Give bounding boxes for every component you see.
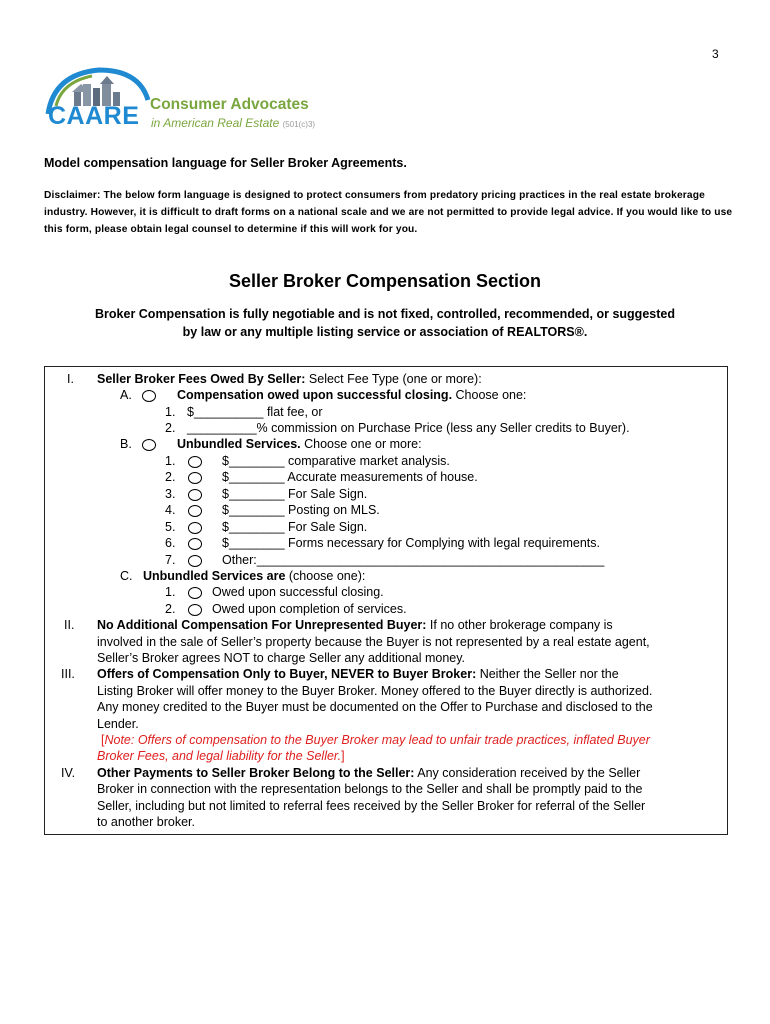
- option-c-item-1-radio[interactable]: [188, 587, 202, 599]
- option-b-item-2: $________ Accurate measurements of house.: [222, 470, 478, 484]
- option-b-item-7-radio[interactable]: [188, 555, 202, 567]
- section-i-title: Seller Broker Fees Owed By Seller:: [97, 372, 306, 386]
- option-b-item-4-radio[interactable]: [188, 505, 202, 517]
- option-b-item-1: $________ comparative market analysis.: [222, 454, 450, 468]
- section-ii-numeral: II.: [64, 618, 75, 632]
- option-a-item-1-num: 1.: [165, 405, 176, 419]
- option-a-letter: A.: [120, 388, 132, 402]
- option-b-item-4-num: 4.: [165, 503, 176, 517]
- option-b-item-6: $________ Forms necessary for Complying with legal requirements.: [222, 536, 600, 550]
- option-c-item-1-num: 1.: [165, 585, 176, 599]
- section-ii-line1: [97, 618, 613, 632]
- compensation-note: [40, 306, 730, 341]
- section-iii-line2: Listing Broker will offer money to the Buyer Broker. Money offered to the Buyer directly is authorized.: [97, 684, 653, 698]
- option-b-letter: B.: [120, 437, 132, 451]
- logo-subtitle-text: in American Real Estate: [151, 116, 280, 130]
- option-b-item-5-radio[interactable]: [188, 522, 202, 534]
- section-ii-title: No Additional Compensation For Unrepresented Buyer:: [97, 618, 427, 632]
- option-a-item-2: __________% commission on Purchase Price (less any Seller credits to Buyer).: [187, 421, 630, 435]
- section-iii-line1: [97, 667, 619, 681]
- option-b-item-3: $________ For Sale Sign.: [222, 487, 368, 501]
- option-b-item-3-num: 3.: [165, 487, 176, 501]
- section-iii-note-line1: [101, 733, 650, 747]
- note-text-2: Broker Fees, and legal liability for the Seller.: [97, 749, 342, 763]
- logo-subtitle: [151, 116, 315, 130]
- section-i-text: Select Fee Type (one or more):: [305, 372, 482, 386]
- option-b-item-6-radio[interactable]: [188, 538, 202, 550]
- section-title: Seller Broker Compensation Section: [228, 271, 542, 291]
- logo-status: (501(c)3): [282, 120, 316, 129]
- compensation-note-line2: by law or any multiple listing service or association of REALTORS®.: [182, 324, 588, 339]
- option-c-title: Unbundled Services are: [143, 569, 286, 583]
- option-c-item-2-num: 2.: [165, 602, 176, 616]
- option-b-item-5: $________ For Sale Sign.: [222, 520, 368, 534]
- note-text-1: Note: Offers of compensation to the Buyer Broker may lead to unfair trade practices, inflated Buyer: [104, 733, 650, 747]
- option-b-item-7: Other:__________________________________________________: [222, 553, 605, 567]
- section-iv-numeral: IV.: [61, 766, 76, 780]
- logo-abbrev: CAARE: [48, 102, 140, 130]
- option-b-title: Unbundled Services.: [177, 437, 301, 451]
- option-b-heading: [177, 437, 422, 451]
- section-iii-numeral: III.: [61, 667, 75, 681]
- option-b-item-4: $________ Posting on MLS.: [222, 503, 380, 517]
- section-i-numeral: I.: [67, 372, 74, 386]
- section-iii-line3: Any money credited to the Buyer must be documented on the Offer to Purchase and disclosed to the: [97, 700, 653, 714]
- section-iv-text: Any consideration received by the Seller: [414, 766, 641, 780]
- option-b-item-2-num: 2.: [165, 470, 176, 484]
- option-a-title: Compensation owed upon successful closing.: [177, 388, 453, 402]
- section-iv-line3: Seller, including but not limited to referral fees received by the Seller Broker for referral of the Seller: [97, 799, 646, 813]
- section-i-heading: [97, 372, 482, 386]
- option-a-heading: [177, 388, 526, 402]
- option-b-item-2-radio[interactable]: [188, 472, 202, 484]
- compensation-form-box: [44, 366, 728, 835]
- option-b-item-1-num: 1.: [165, 454, 176, 468]
- option-a-item-1: $__________ flat fee, or: [187, 405, 323, 419]
- option-a-item-2-num: 2.: [165, 421, 176, 435]
- section-ii-line2: involved in the sale of Seller’s property because the Buyer is not represented by a real estate agent,: [97, 635, 650, 649]
- section-iii-line4: Lender.: [97, 717, 139, 731]
- section-iv-line1: [97, 766, 640, 780]
- logo-name: Consumer Advocates: [150, 96, 309, 113]
- option-a-text: Choose one:: [452, 388, 527, 402]
- section-iii-note-line2: [97, 749, 345, 763]
- page-heading: Model compensation language for Seller Broker Agreements.: [44, 156, 407, 170]
- option-c-letter: C.: [120, 569, 133, 583]
- note-close-bracket: ]: [341, 749, 345, 763]
- option-c-heading: [143, 569, 365, 583]
- option-b-radio[interactable]: [142, 439, 156, 451]
- option-b-item-5-num: 5.: [165, 520, 176, 534]
- section-iii-text: Neither the Seller nor the: [476, 667, 619, 681]
- option-b-item-3-radio[interactable]: [188, 489, 202, 501]
- section-iv-line4: to another broker.: [97, 815, 195, 829]
- option-c-item-2-radio[interactable]: [188, 604, 202, 616]
- compensation-note-line1: Broker Compensation is fully negotiable and is not fixed, controlled, recommended, or suggested: [95, 307, 675, 321]
- section-ii-text: If no other brokerage company is: [426, 618, 613, 632]
- section-iii-title: Offers of Compensation Only to Buyer, NEVER to Buyer Broker:: [97, 667, 477, 681]
- option-c-item-1: Owed upon successful closing.: [212, 585, 384, 599]
- page-number: 3: [712, 47, 719, 61]
- option-b-text: Choose one or more:: [300, 437, 422, 451]
- section-ii-line3: Seller’s Broker agrees NOT to charge Seller any additional money.: [97, 651, 466, 665]
- option-c-item-2: Owed upon completion of services.: [212, 602, 407, 616]
- option-b-item-6-num: 6.: [165, 536, 176, 550]
- section-iv-line2: Broker in connection with the representation belongs to the Seller and shall be promptly paid to the: [97, 782, 643, 796]
- option-c-text: (choose one):: [285, 569, 366, 583]
- disclaimer: Disclaimer: The below form language is designed to protect consumers from predatory pricing practices in the real estate brokerage industry. However, it is difficult to draft forms on a national scale and we are not permitted to provide legal advice. If you would like to use this form, please obtain legal counsel to determine if this will work for you.: [44, 190, 733, 235]
- note-open-bracket: [: [101, 733, 105, 747]
- option-a-radio[interactable]: [142, 390, 156, 402]
- section-iv-title: Other Payments to Seller Broker Belong to the Seller:: [97, 766, 415, 780]
- option-b-item-1-radio[interactable]: [188, 456, 202, 468]
- option-b-item-7-num: 7.: [165, 553, 176, 567]
